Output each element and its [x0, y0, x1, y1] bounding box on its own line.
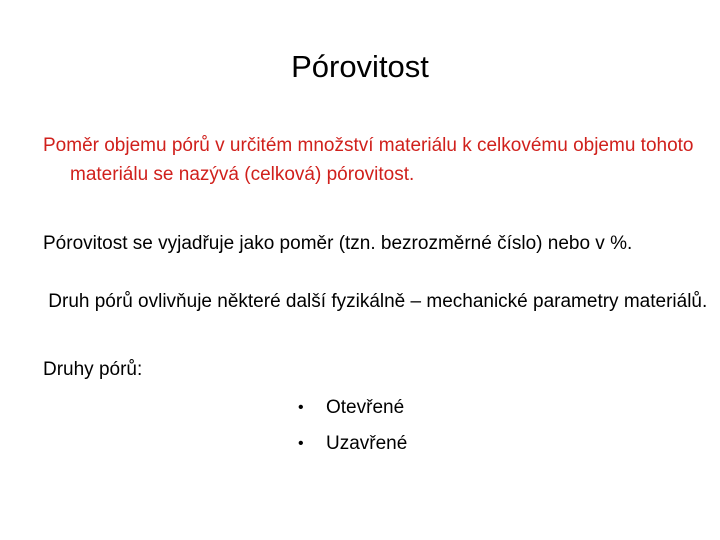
bullet-icon: • [298, 399, 304, 416]
bullet-icon: • [298, 435, 304, 452]
pore-types-list [298, 390, 407, 462]
slide-title: Pórovitost [291, 49, 429, 84]
list-item [298, 426, 407, 462]
definition-paragraph: Poměr objemu pórů v určitém množství materiálu k celkovému objemu tohoto materiálu se nazývá (celková) pórovitost. [43, 135, 694, 185]
list-item [298, 390, 407, 426]
pore-type-open: Otevřené [326, 397, 405, 418]
influence-paragraph: Druh pórů ovlivňuje některé další fyzikálně – mechanické parametry materiálů. [43, 291, 708, 312]
pore-types-label: Druhy pórů: [43, 359, 143, 380]
pore-type-closed: Uzavřené [326, 433, 408, 454]
expression-paragraph: Pórovitost se vyjadřuje jako poměr (tzn. bezrozměrné číslo) nebo v %. [43, 233, 633, 254]
